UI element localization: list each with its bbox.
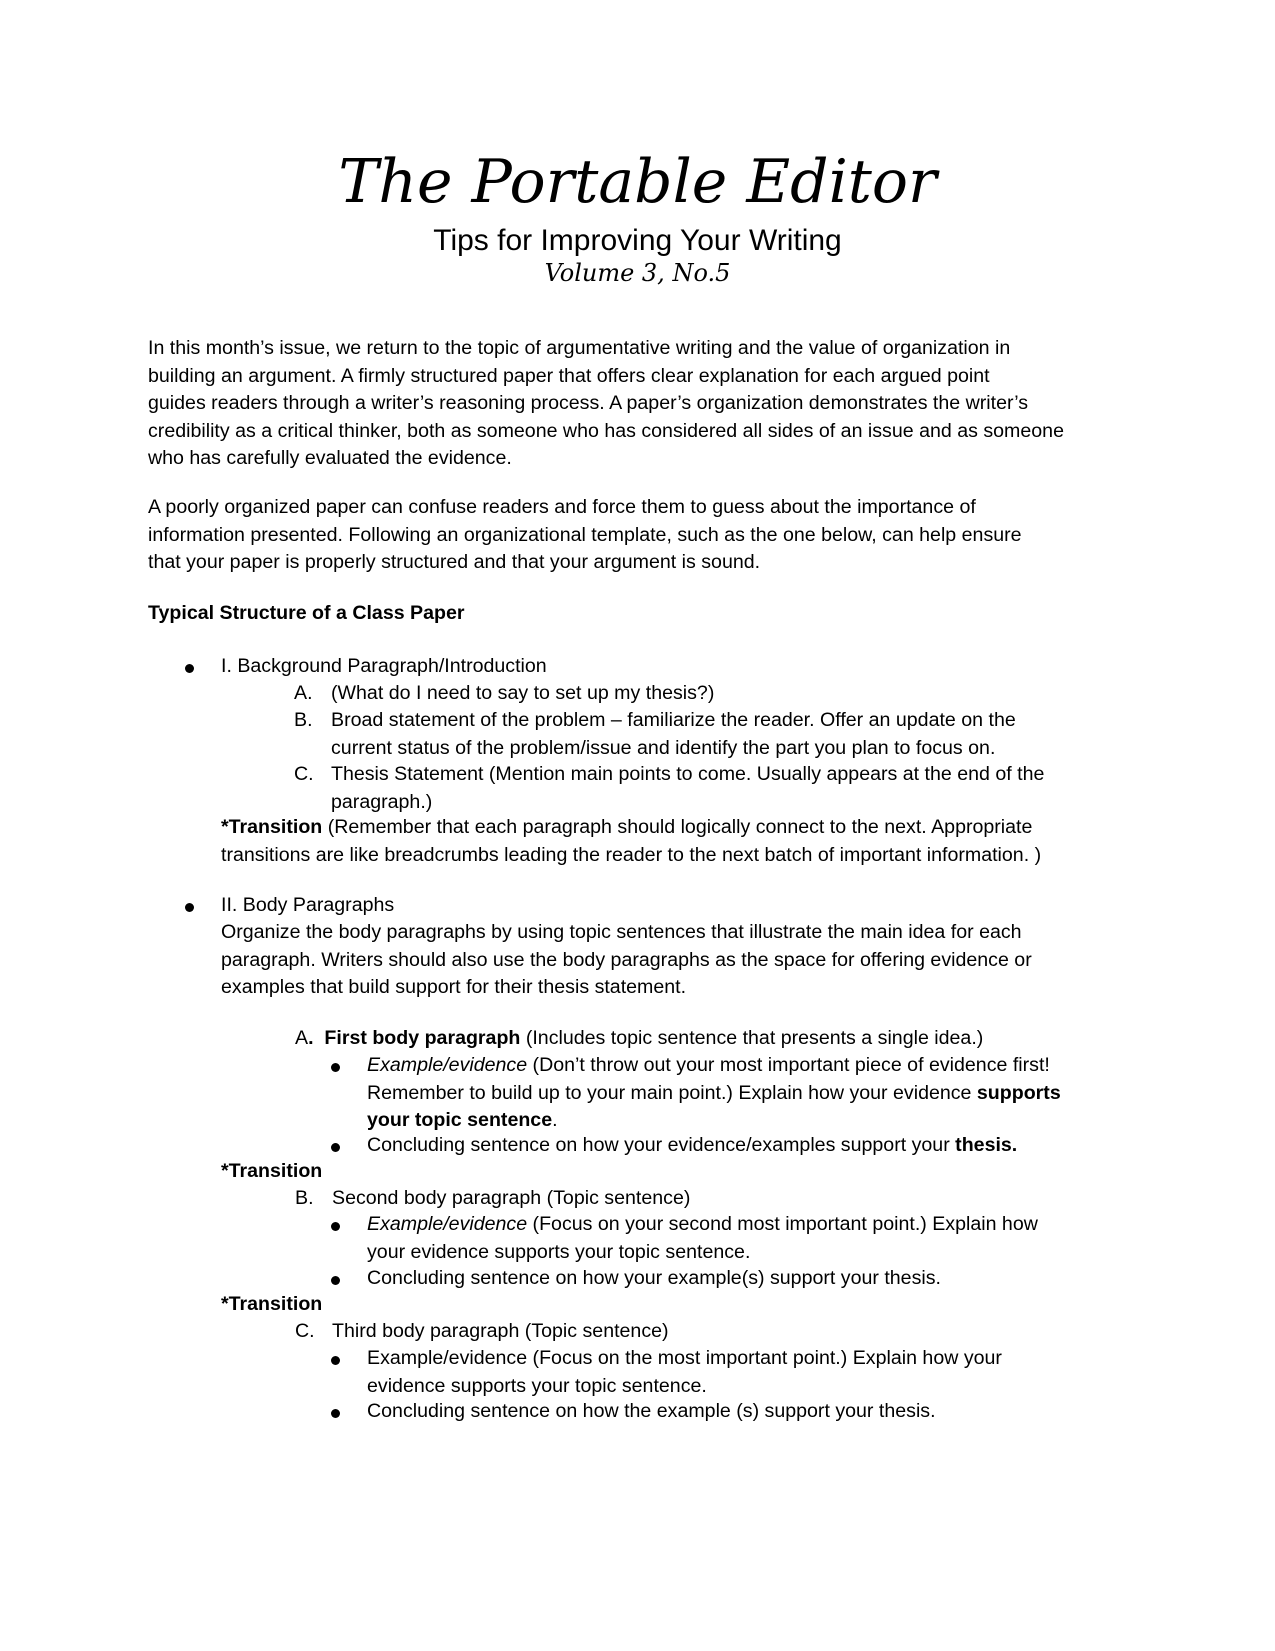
text-line: transitions are like breadcrumbs leading the reader to the next batch of important information. ) (221, 843, 1042, 866)
body-paragraph-title: First body paragraph (324, 1027, 521, 1049)
text-line: paragraph. Writers should also use the body paragraphs as the space for offering evidence or (221, 948, 1032, 971)
text-line: credibility as a critical thinker, both as someone who has considered all sides of an issue and as someone (148, 419, 1064, 442)
list-label: A. (294, 682, 313, 704)
intro-paragraph-1 (148, 335, 1128, 473)
section-heading: Typical Structure of a Class Paper (148, 602, 465, 624)
text-line: information presented. Following an organizational template, such as the one below, can help ensure (148, 523, 1022, 546)
evidence-text: Remember to build up to your main point.) Explain how your evidence (367, 1081, 977, 1104)
bullet-icon (185, 903, 194, 912)
emphasis-text: supports (976, 1081, 1061, 1104)
evidence-item (367, 1052, 1137, 1135)
body-paragraph-c: Third body paragraph (Topic sentence) (332, 1320, 669, 1342)
text-line: that your paper is properly structured and that your argument is sound. (148, 551, 761, 573)
evidence-item (367, 1211, 1137, 1266)
text-line: examples that build support for their thesis statement. (221, 976, 687, 998)
transition-note (221, 814, 1131, 869)
bullet-icon (331, 1276, 340, 1285)
bullet-icon (331, 1063, 340, 1072)
text-line: Example/evidence (Focus on the most important point.) Explain how your (367, 1347, 1002, 1369)
text-line (221, 814, 1131, 842)
concluding-item: Concluding sentence on how your example(s) support your thesis. (367, 1267, 941, 1289)
text-line: In this month’s issue, we return to the topic of argumentative writing and the value of organization in (148, 337, 1011, 359)
text-line (367, 1080, 1137, 1108)
evidence-text: (Don’t throw out your most important piece of evidence first! (527, 1054, 1050, 1076)
list-label-dot: . (308, 1027, 314, 1049)
bullet-icon (331, 1356, 340, 1365)
text-line: guides readers through a writer’s reasoning process. A paper’s organization demonstrates the writer’s (148, 392, 1029, 414)
section-2-description (221, 919, 1131, 1002)
bullet-icon (185, 664, 194, 673)
evidence-text: . (552, 1109, 558, 1131)
list-label: C. (294, 763, 314, 785)
text-line (367, 1052, 1137, 1080)
list-label: A (295, 1027, 309, 1049)
section-2-heading: II. Body Paragraphs (221, 894, 395, 916)
text-line: Organize the body paragraphs by using topic sentences that illustrate the main idea for each (221, 921, 1022, 943)
newsletter-title: The Portable Editor (338, 147, 937, 217)
list-label: B. (294, 709, 313, 731)
list-label: C. (295, 1320, 315, 1342)
list-item-b (331, 707, 1131, 762)
text-line: Thesis Statement (Mention main points to come. Usually appears at the end of the (331, 763, 1045, 785)
list-item-c (331, 761, 1131, 816)
list-label: B. (295, 1187, 314, 1209)
concluding-text: Concluding sentence on how your evidence/examples support your (367, 1134, 956, 1156)
concluding-item: Concluding sentence on how the example (s) support your thesis. (367, 1400, 936, 1422)
text-line: evidence supports your topic sentence. (367, 1374, 707, 1397)
transition-text: (Remember that each paragraph should logically connect to the next. Appropriate (322, 816, 1033, 838)
text-line (367, 1211, 1137, 1239)
newsletter-subtitle: Tips for Improving Your Writing (433, 224, 842, 257)
transition-label: *Transition (221, 1293, 323, 1315)
evidence-item (367, 1345, 1137, 1400)
evidence-label: Example/evidence (367, 1054, 528, 1076)
text-line: building an argument. A firmly structured paper that offers clear explanation for each argued point (148, 364, 990, 387)
bullet-icon (331, 1222, 340, 1231)
emphasis-text: thesis. (955, 1134, 1018, 1156)
body-paragraph-a (295, 1025, 1135, 1053)
text-line (367, 1107, 1137, 1135)
intro-paragraph-2 (148, 494, 1128, 577)
concluding-item (367, 1132, 1137, 1160)
emphasis-text: your topic sentence (367, 1109, 553, 1131)
evidence-text: (Focus on your second most important point.) Explain how (527, 1213, 1038, 1235)
text-line: Broad statement of the problem – familiarize the reader. Offer an update on the (331, 709, 1016, 731)
bullet-icon (331, 1409, 340, 1418)
text-line: current status of the problem/issue and identify the part you plan to focus on. (331, 736, 996, 759)
volume-number: Volume 3, No.5 (544, 259, 731, 287)
text-line: A poorly organized paper can confuse readers and force them to guess about the importance of (148, 496, 976, 518)
text-line: your evidence supports your topic sentence. (367, 1240, 751, 1263)
list-item-a: (What do I need to say to set up my thesis?) (331, 682, 715, 704)
transition-label: *Transition (221, 816, 323, 838)
body-paragraph-b: Second body paragraph (Topic sentence) (332, 1187, 691, 1209)
body-paragraph-note: (Includes topic sentence that presents a single idea.) (520, 1027, 984, 1049)
transition-label: *Transition (221, 1160, 323, 1182)
text-line: paragraph.) (331, 790, 433, 813)
text-line: who has carefully evaluated the evidence. (148, 447, 512, 469)
section-1-heading: I. Background Paragraph/Introduction (221, 655, 547, 677)
bullet-icon (331, 1143, 340, 1152)
evidence-label: Example/evidence (367, 1213, 528, 1235)
